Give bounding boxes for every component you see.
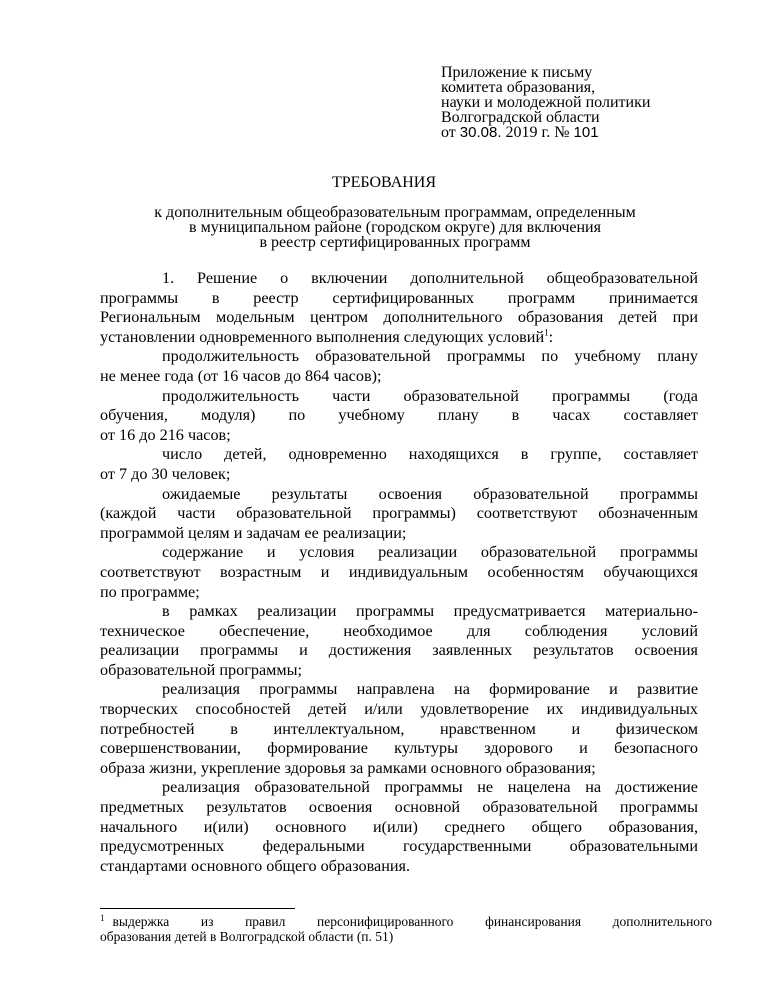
body-line: от 7 до 30 человек;	[100, 464, 231, 483]
header-date-line	[441, 125, 650, 140]
footnote	[100, 914, 712, 944]
body-line: образовательной программы;	[100, 660, 303, 679]
subtitle-line: в реестр сертифицированных программ	[259, 234, 531, 251]
body-line: продолжительность образовательной программы по учебному плану	[162, 347, 698, 366]
body-line: реализации программы и достижения заявленных результатов освоения	[100, 641, 698, 660]
body-line: содержание и условия реализации образовательной программы	[162, 543, 698, 562]
letter-header	[441, 65, 650, 140]
paragraph-3	[100, 387, 698, 446]
body-line: (каждой части образовательной программы) соответствуют обозначенным	[100, 504, 698, 523]
body-line: техническое обеспечение, необходимое для соблюдения условий	[100, 621, 698, 640]
body-line: продолжительность части образовательной программы (года	[162, 386, 698, 405]
footnote-mark: 1	[100, 912, 105, 923]
body-line: реализация программы направлена на формирование и развитие	[162, 680, 698, 699]
body-line: программой целям и задачам ее реализации;	[100, 523, 407, 542]
body-line: потребностей в интеллектуальном, нравственном и физическом	[100, 719, 698, 738]
paragraph-2	[100, 347, 698, 386]
paragraph-1	[100, 269, 698, 347]
paragraph-6	[100, 543, 698, 602]
paragraph-5	[100, 485, 698, 544]
body-line	[100, 328, 698, 348]
paragraph-8	[100, 680, 698, 778]
subtitle-line: в муниципальном районе (городском округе) для включения	[189, 219, 601, 236]
body-line: по программе;	[100, 582, 200, 601]
document-body	[100, 269, 698, 876]
body-line: совершенствовании, формирование культуры здорового и безопасного	[100, 739, 698, 758]
body-line: стандартами основного общего образования.	[100, 856, 411, 875]
body-line: программы в реестр сертифицированных программ принимается	[100, 288, 698, 307]
header-date-prefix: от	[441, 124, 460, 141]
body-line-text: установлении одновременного выполнения следующих условий	[100, 327, 545, 346]
header-date: 30.08.	[459, 124, 502, 141]
paragraph-9	[100, 778, 698, 876]
footnote-line	[100, 914, 712, 929]
document-title: ТРЕБОВАНИЯ	[331, 174, 437, 191]
body-line: 1. Решение о включении дополнительной общеобразовательной	[162, 269, 698, 287]
document-subtitle	[100, 205, 690, 250]
body-line: обучения, модуля) по учебному плану в часах составляет	[100, 406, 698, 425]
paragraph-7	[100, 602, 698, 680]
header-line: науки и молодежной политики	[441, 94, 651, 111]
header-line: комитета образования,	[441, 79, 596, 96]
subtitle-line: к дополнительным общеобразовательным программам, определенным	[154, 204, 636, 221]
body-line: в рамках реализации программы предусматривается материально-	[162, 602, 698, 621]
body-line: не менее года (от 16 часов до 864 часов);	[100, 366, 382, 385]
paragraph-4	[100, 445, 698, 484]
footnote-separator	[100, 908, 295, 909]
footnote-text: выдержка из правил персонифицированного финансирования дополнительного	[112, 914, 712, 929]
body-line: реализация образовательной программы не нацелена на достижение	[162, 778, 698, 797]
body-line: начального и(или) основного и(или) среднего общего образования,	[100, 817, 698, 836]
body-line: образа жизни, укрепление здоровья за рамками основного образования;	[100, 758, 596, 777]
body-line: предметных результатов освоения основной образовательной программы	[100, 798, 698, 817]
footnote-reference[interactable]: 1	[544, 327, 549, 338]
header-line: Волгоградской области	[441, 109, 600, 126]
body-line: предусмотренных федеральными государственными образовательными	[100, 837, 698, 856]
header-number: 101	[573, 124, 599, 141]
header-year: 2019 г. №	[501, 124, 574, 141]
body-line: соответствуют возрастным и индивидуальным особенностям обучающихся	[100, 562, 698, 581]
body-line: число детей, одновременно находящихся в группе, составляет	[162, 445, 698, 464]
body-line-tail: :	[548, 327, 554, 346]
footnote-line: образования детей в Волгоградской области (п. 51)	[100, 929, 394, 944]
header-line: Приложение к письму	[441, 64, 593, 81]
body-line: творческих способностей детей и/или удовлетворение их индивидуальных	[100, 700, 698, 719]
body-line: Региональным модельным центром дополнительного образования детей при	[100, 308, 698, 327]
body-line: от 16 до 216 часов;	[100, 425, 231, 444]
body-line: ожидаемые результаты освоения образовательной программы	[162, 484, 698, 503]
